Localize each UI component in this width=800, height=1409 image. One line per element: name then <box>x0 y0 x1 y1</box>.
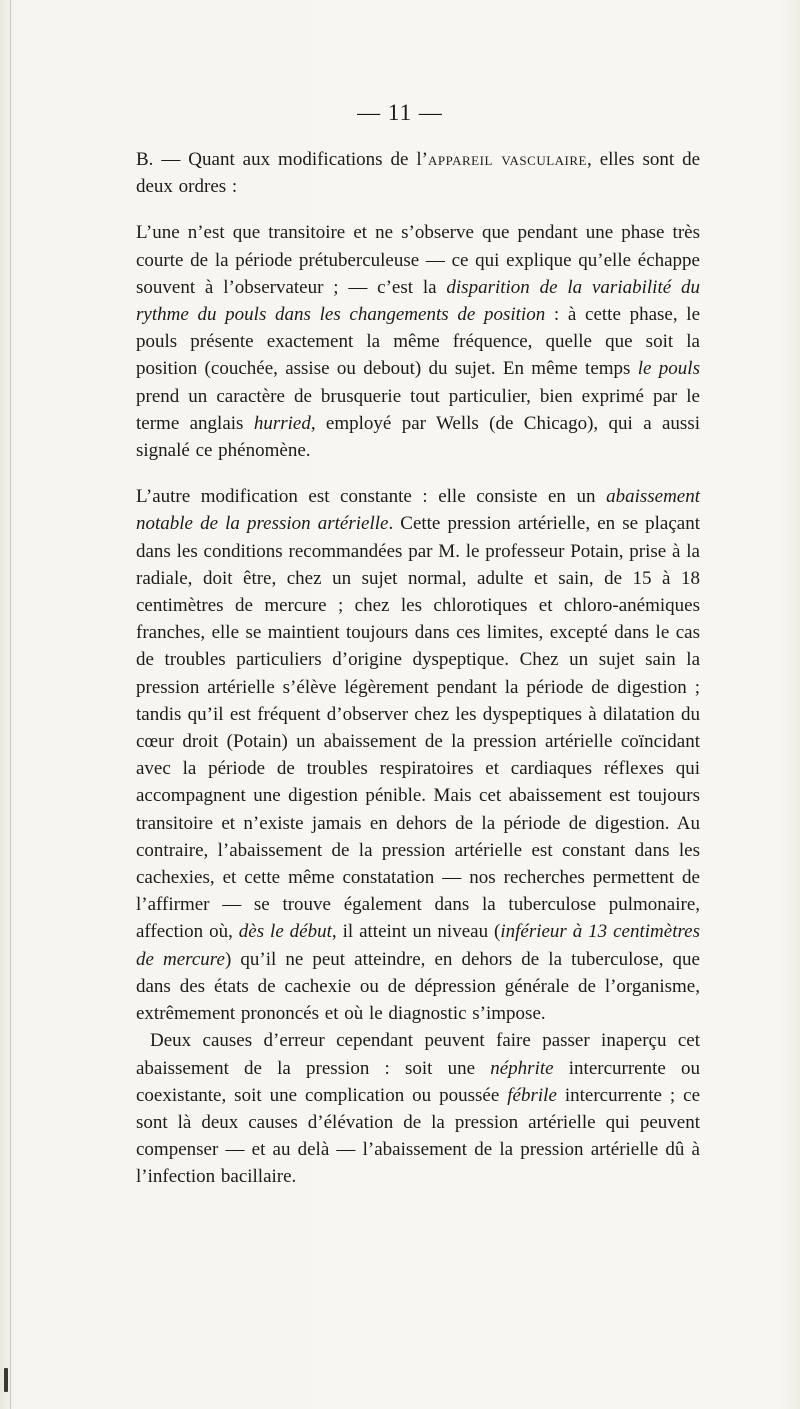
text-segment-italic: fébrile <box>507 1084 557 1106</box>
paragraph-constant-modification <box>136 483 700 1027</box>
page-edge-mark <box>4 1368 8 1392</box>
text-segment-italic: hurried <box>253 412 311 434</box>
text-segment-smallcaps: appareil vasculaire <box>427 149 587 170</box>
text-segment: B. — Quant aux modifications de l’ <box>136 149 428 170</box>
text-segment: , employé par Wells (de Chicago), qui a aussi signalé ce phénomène. <box>136 412 700 462</box>
text-segment: . Cette pression artérielle, en se plaçant dans les conditions recommandées par M. le professeur Potain, prise à la radiale, doit être, chez un sujet normal, adulte et sain, de 15 à 18 centimètres de mercure ; chez les chlorotiques et chloro-anémiques franches, elle se maintient toujours dans ces limites, excepté dans le cas de troubles particuliers d’origine dyspeptique. Chez un sujet sain la pression artérielle s’élève légèrement pendant la période de digestion ; tandis qu’il est fréquent d’observer chez les dyspeptiques à dilatation du cœur droit (Potain) un abaissement de la pression artérielle coïncidant avec la période de troubles respiratoires et cardiaques réflexes qui accompagnent une digestion pénible. Mais cet abaissement est toujours transitoire et n’existe jamais en dehors de la période de digestion. Au contraire, l’abaissement de la pression artérielle est constant dans les cachexies, et cette même constatation — nos recherches permettent de l’affirmer — se trouve également dans la tuberculose pulmonaire, affection où, <box>136 513 700 943</box>
text-segment: Deux causes d’erreur cependant peuvent faire passer inaperçu cet abaissement de la pression : soit une <box>136 1030 700 1079</box>
text-segment: L’une n’est que transitoire et ne s’observe que pendant une phase très courte de la période prétuberculeuse — ce qui explique qu’elle échappe souvent à l’observateur ; — c’est la <box>136 222 700 298</box>
text-segment: , elles sont de deux ordres : <box>136 149 700 198</box>
text-segment: prend un caractère de brusquerie tout particulier, bien exprimé par le terme anglais <box>136 385 700 434</box>
body-text <box>136 146 700 1210</box>
text-segment-italic: inférieur à 13 centimètres de mercure <box>136 921 700 970</box>
page-gutter-line <box>10 0 11 1409</box>
text-segment: , il atteint un niveau ( <box>331 921 501 943</box>
text-segment-italic: néphrite <box>490 1057 554 1079</box>
paragraph-vascular-intro <box>136 146 700 200</box>
text-segment: L’autre modification est constante : elle consiste en un <box>136 486 607 508</box>
text-segment: : à cette phase, le pouls présente exactement la même fréquence, quelle que soit la position (couchée, assise ou debout) du sujet. En même temps <box>136 304 700 380</box>
text-segment: intercurrente ; ce sont là deux causes d’élévation de la pression artérielle qui peuvent compenser — et au delà — l’abaissement de la pression artérielle dû à l’infection bacillaire. <box>136 1084 700 1188</box>
text-segment-italic: abaissement notable de la pression artérielle <box>136 486 700 535</box>
text-segment: ) qu’il ne peut atteindre, en dehors de la tuberculose, que dans des états de cachexie ou de dépression générale de l’organisme, extrêmement prononcés et où le diagnostic s’impose. <box>136 948 700 1025</box>
text-segment-italic: le pouls <box>637 358 700 380</box>
paragraph-error-causes <box>136 1027 700 1190</box>
paragraph-transitory-modification <box>136 219 700 464</box>
page-number: — 11 — <box>357 100 443 125</box>
text-segment-italic: dès le début <box>238 921 332 943</box>
text-segment: intercurrente ou coexistante, soit une complication ou poussée <box>136 1057 700 1106</box>
text-segment-italic: disparition de la variabilité du rythme du pouls dans les changements de position <box>136 276 700 326</box>
